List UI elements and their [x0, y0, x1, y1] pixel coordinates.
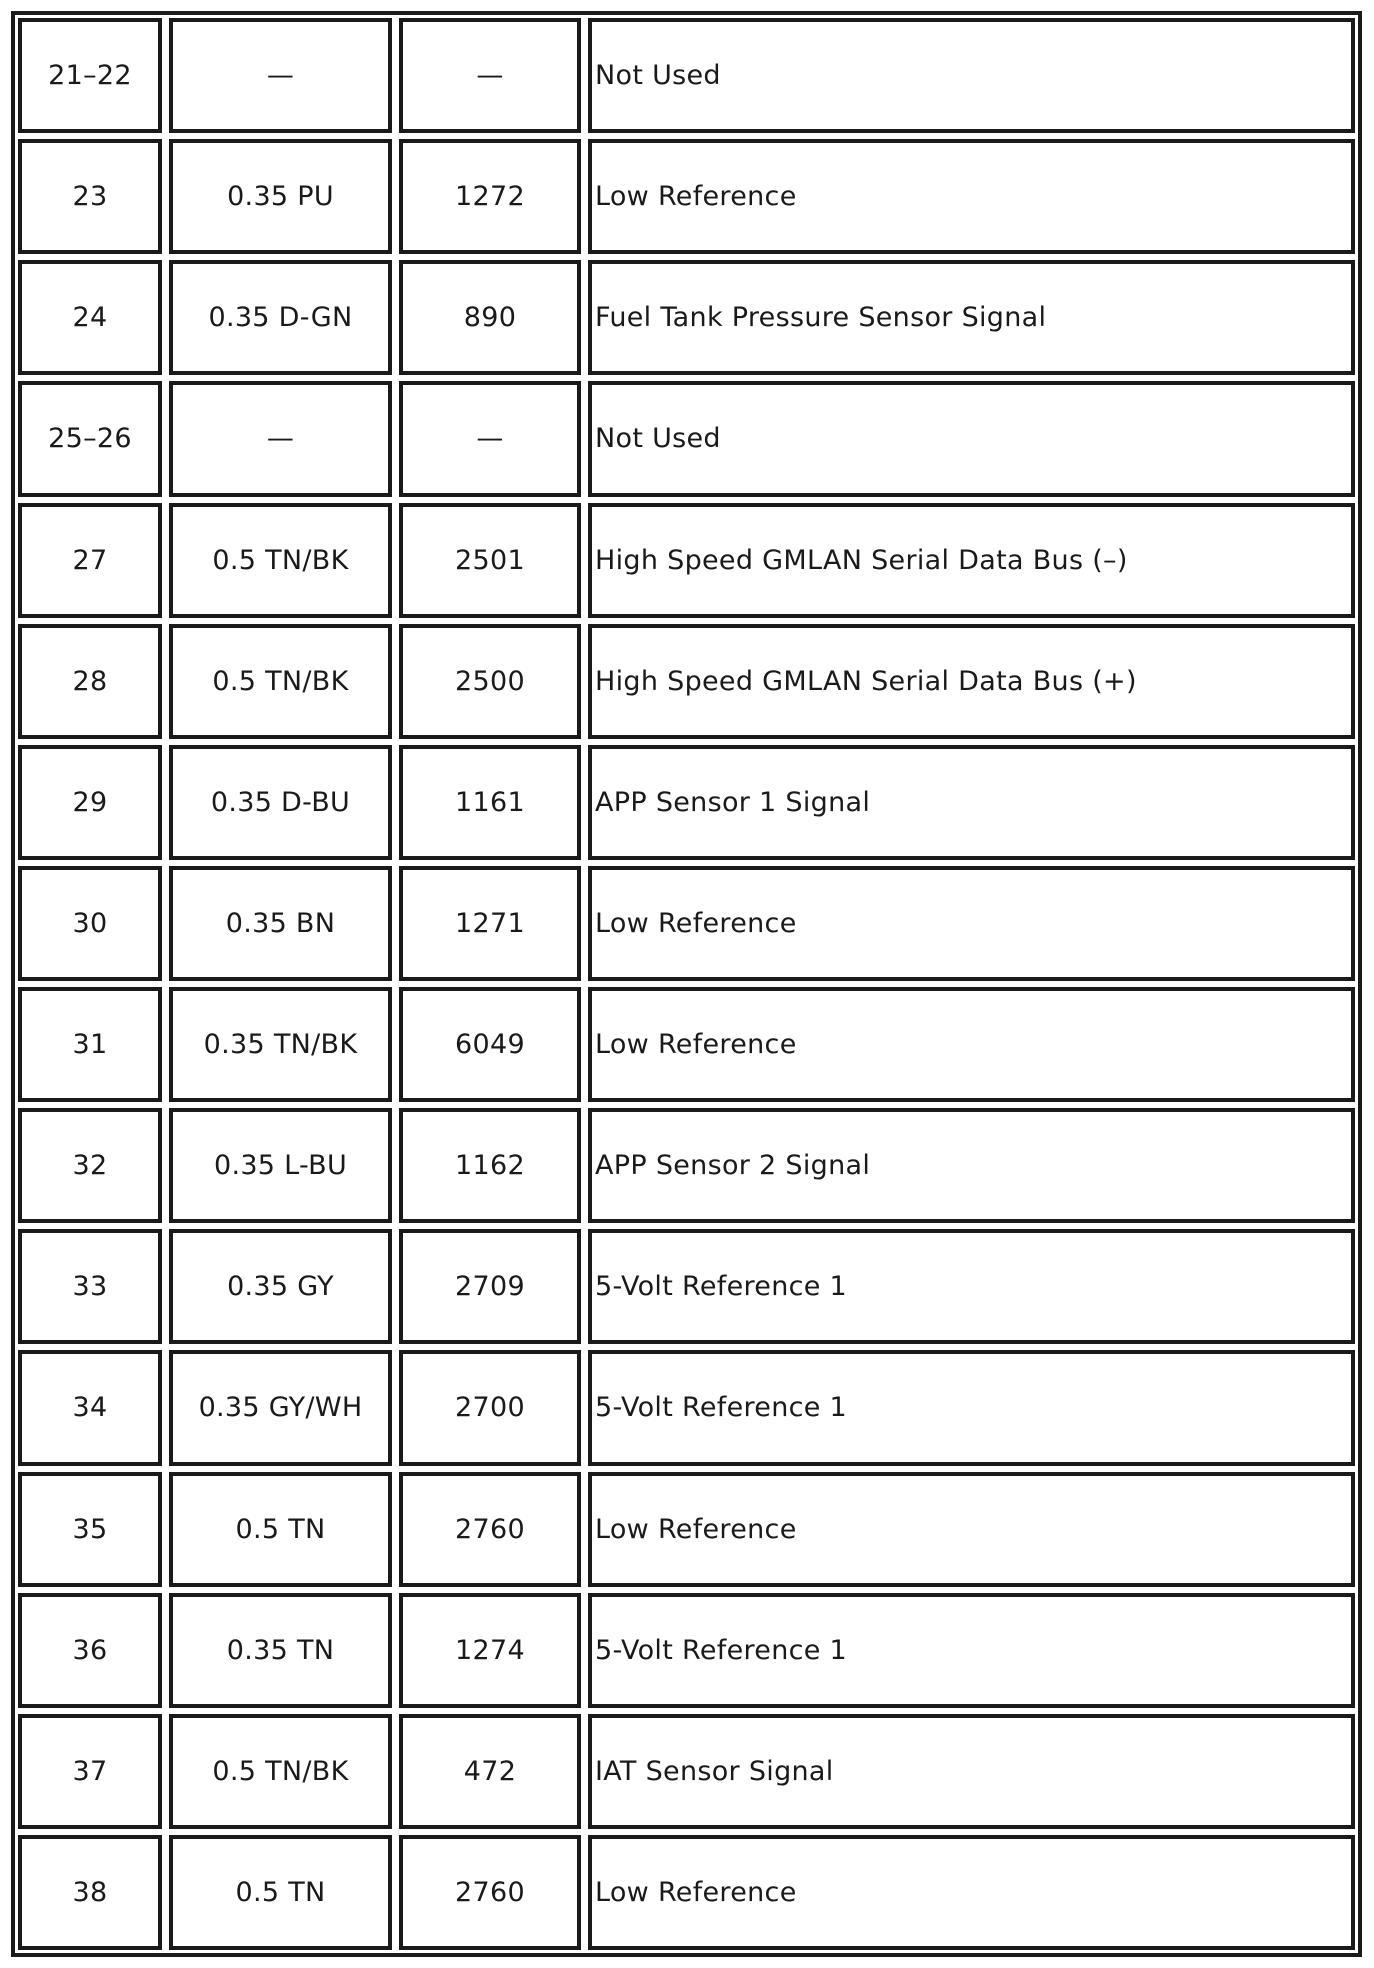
- wire-color-cell: 0.5 TN/BK: [169, 624, 392, 739]
- pin-cell: 38: [18, 1835, 162, 1950]
- circuit-number-cell: 2760: [399, 1472, 581, 1587]
- pin-cell: 27: [18, 503, 162, 618]
- table-row: [18, 381, 1355, 496]
- table-row: [18, 1835, 1355, 1950]
- function-cell: Fuel Tank Pressure Sensor Signal: [588, 260, 1355, 375]
- circuit-number-cell: 1272: [399, 139, 581, 254]
- pin-cell: 25–26: [18, 381, 162, 496]
- table-row: [18, 1108, 1355, 1223]
- circuit-number-cell: —: [399, 18, 581, 133]
- table-row: [18, 745, 1355, 860]
- function-cell: Low Reference: [588, 866, 1355, 981]
- function-cell: APP Sensor 2 Signal: [588, 1108, 1355, 1223]
- wire-color-cell: 0.35 TN/BK: [169, 987, 392, 1102]
- circuit-number-cell: 472: [399, 1714, 581, 1829]
- table-row: [18, 18, 1355, 133]
- wire-color-cell: 0.35 D-GN: [169, 260, 392, 375]
- pinout-grid: [11, 12, 1362, 1956]
- table-row: [18, 987, 1355, 1102]
- table-row: [18, 1350, 1355, 1465]
- wire-color-cell: 0.35 GY: [169, 1229, 392, 1344]
- wire-color-cell: 0.35 GY/WH: [169, 1350, 392, 1465]
- table-row: [18, 503, 1355, 618]
- circuit-number-cell: 890: [399, 260, 581, 375]
- pin-cell: 31: [18, 987, 162, 1102]
- pin-cell: 28: [18, 624, 162, 739]
- circuit-number-cell: 2500: [399, 624, 581, 739]
- function-cell: APP Sensor 1 Signal: [588, 745, 1355, 860]
- circuit-number-cell: 6049: [399, 987, 581, 1102]
- pinout-body: [18, 18, 1355, 1950]
- function-cell: Low Reference: [588, 139, 1355, 254]
- circuit-number-cell: 1271: [399, 866, 581, 981]
- circuit-number-cell: 2760: [399, 1835, 581, 1950]
- function-cell: 5-Volt Reference 1: [588, 1593, 1355, 1708]
- circuit-number-cell: 1162: [399, 1108, 581, 1223]
- function-cell: IAT Sensor Signal: [588, 1714, 1355, 1829]
- circuit-number-cell: 2700: [399, 1350, 581, 1465]
- circuit-number-cell: 2501: [399, 503, 581, 618]
- table-row: [18, 1714, 1355, 1829]
- pin-cell: 29: [18, 745, 162, 860]
- pin-cell: 23: [18, 139, 162, 254]
- wire-color-cell: 0.35 BN: [169, 866, 392, 981]
- wire-color-cell: 0.5 TN: [169, 1835, 392, 1950]
- function-cell: 5-Volt Reference 1: [588, 1229, 1355, 1344]
- wire-color-cell: 0.5 TN/BK: [169, 1714, 392, 1829]
- pin-cell: 33: [18, 1229, 162, 1344]
- circuit-number-cell: 1274: [399, 1593, 581, 1708]
- pin-cell: 35: [18, 1472, 162, 1587]
- function-cell: 5-Volt Reference 1: [588, 1350, 1355, 1465]
- pin-cell: 24: [18, 260, 162, 375]
- wire-color-cell: 0.35 TN: [169, 1593, 392, 1708]
- table-row: [18, 866, 1355, 981]
- pin-cell: 36: [18, 1593, 162, 1708]
- wire-color-cell: —: [169, 381, 392, 496]
- pin-cell: 37: [18, 1714, 162, 1829]
- table-row: [18, 1472, 1355, 1587]
- wire-color-cell: —: [169, 18, 392, 133]
- function-cell: Low Reference: [588, 987, 1355, 1102]
- circuit-number-cell: 2709: [399, 1229, 581, 1344]
- table-row: [18, 1593, 1355, 1708]
- table-row: [18, 1229, 1355, 1344]
- circuit-number-cell: 1161: [399, 745, 581, 860]
- connector-pinout-table: [11, 11, 1362, 1957]
- table-row: [18, 624, 1355, 739]
- wire-color-cell: 0.5 TN/BK: [169, 503, 392, 618]
- wire-color-cell: 0.35 D-BU: [169, 745, 392, 860]
- table-row: [18, 260, 1355, 375]
- circuit-number-cell: —: [399, 381, 581, 496]
- function-cell: Not Used: [588, 18, 1355, 133]
- function-cell: High Speed GMLAN Serial Data Bus (–): [588, 503, 1355, 618]
- function-cell: High Speed GMLAN Serial Data Bus (+): [588, 624, 1355, 739]
- wire-color-cell: 0.35 PU: [169, 139, 392, 254]
- pin-cell: 21–22: [18, 18, 162, 133]
- wire-color-cell: 0.5 TN: [169, 1472, 392, 1587]
- table-row: [18, 139, 1355, 254]
- pin-cell: 32: [18, 1108, 162, 1223]
- wire-color-cell: 0.35 L-BU: [169, 1108, 392, 1223]
- pin-cell: 30: [18, 866, 162, 981]
- pin-cell: 34: [18, 1350, 162, 1465]
- function-cell: Not Used: [588, 381, 1355, 496]
- function-cell: Low Reference: [588, 1472, 1355, 1587]
- function-cell: Low Reference: [588, 1835, 1355, 1950]
